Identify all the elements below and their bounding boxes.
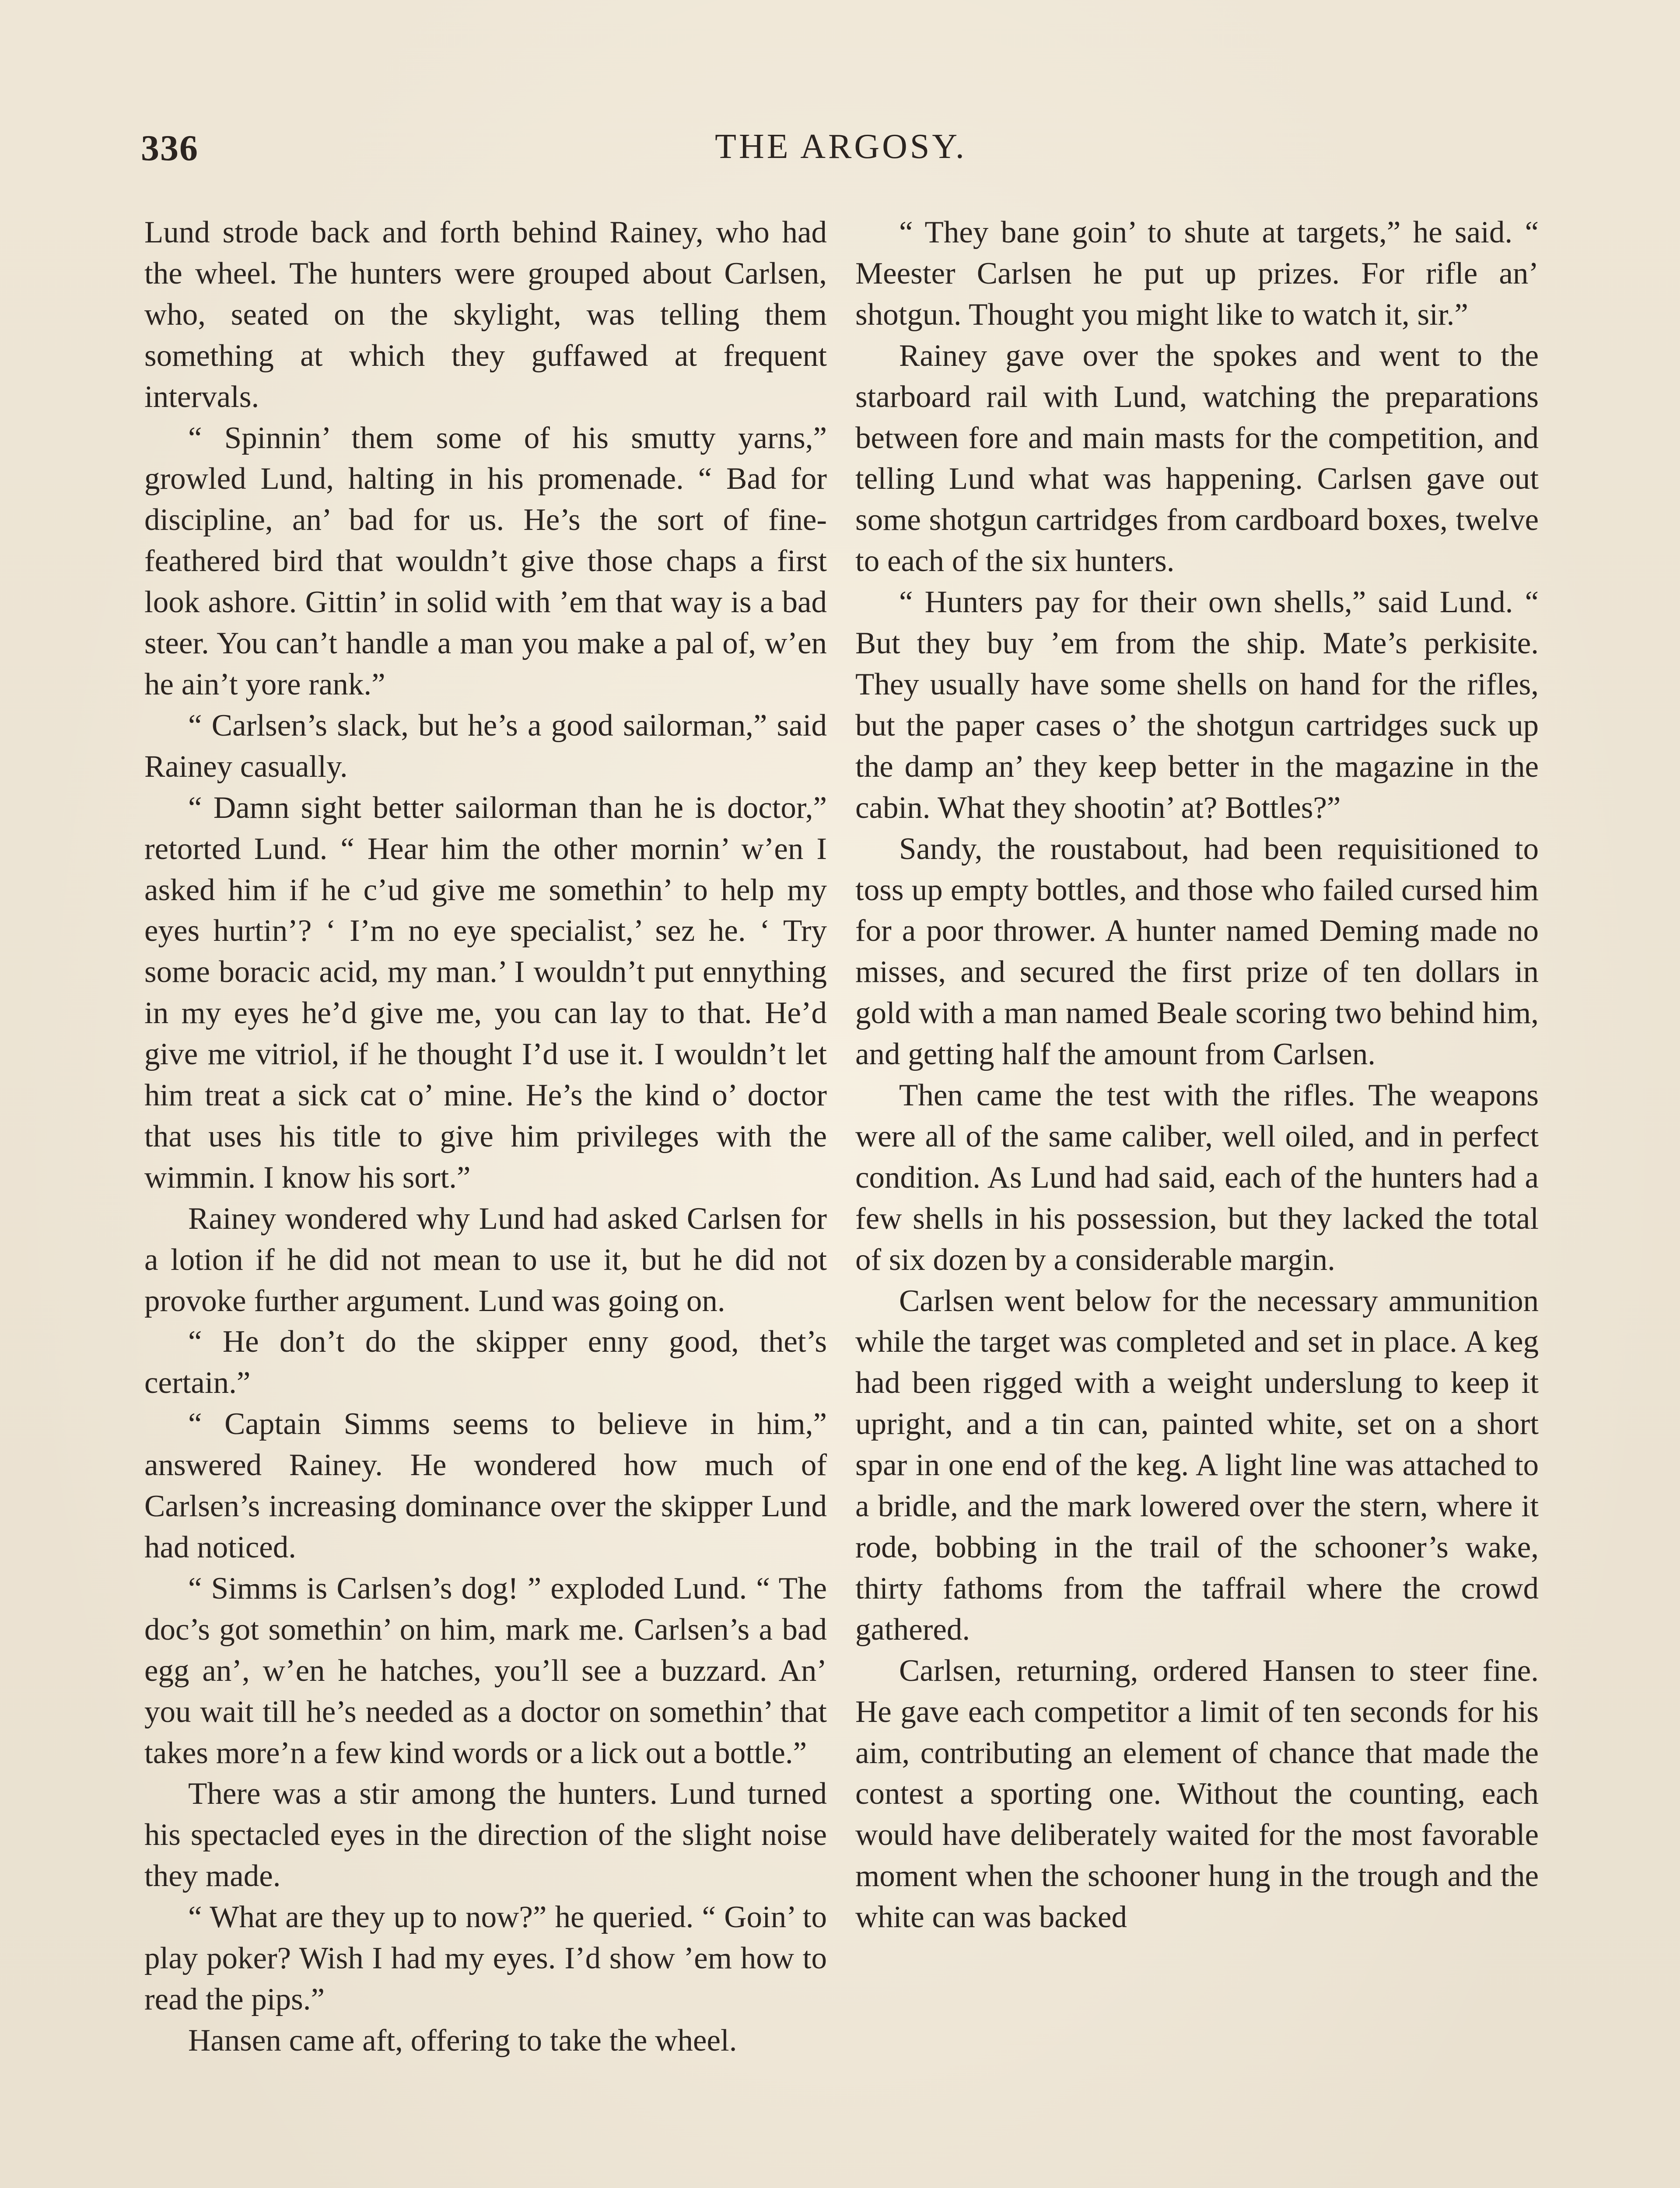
page-header [141,127,1541,175]
left-column [144,212,827,2062]
paragraph: Rainey gave over the spokes and went to the starboard rail with Lund, watching the preparations between fore and main masts for the competition, and telling Lund what was happening. Carlsen gave out some shotgun cartridges from cardboard boxes, twelve to each of the six hunters. [855,338,1539,579]
paragraph: Carlsen, returning, ordered Hansen to steer fine. He gave each competitor a limit of ten seconds for his aim, contributing an element of chance that made the contest a sporting one. Without the counting, each would have deliberately waited for the most favorable moment when the schooner hung in the trough and the white can was backed [855,1653,1539,1935]
paragraph: “ They bane goin’ to shute at targets,” he said. “ Meester Carlsen he put up prizes. For rifle an’ shotgun. Thought you might like to watch it, sir.” [855,215,1539,332]
paragraph: “ What are they up to now?” he queried. “ Goin’ to play poker? Wish I had my eyes. I’d show ’em how to read the pips.” [144,1900,827,2016]
paragraph: Rainey wondered why Lund had asked Carlsen for a lotion if he did not mean to use it, but he did not provoke further argument. Lund was going on. [144,1201,827,1318]
paragraph: “ He don’t do the skipper enny good, thet’s certain.” [144,1325,827,1400]
paragraph: “ Hunters pay for their own shells,” said Lund. “ But they buy ’em from the ship. Mate’s perkisite. They usually have some shells on hand for the rifles, but the paper cases o’ the shotgun cartridges suck up the damp an’ they keep better in the magazine in the cabin. What they shootin’ at? Bottles?” [855,585,1539,825]
paragraph: Hansen came aft, offering to take the wheel. [188,2023,737,2058]
paragraph: Lund strode back and forth behind Rainey, who had the wheel. The hunters were grouped about Carlsen, who, seated on the skylight, was telling them something at which they guffawed at frequent intervals. [144,215,827,414]
paragraph: “ Damn sight better sailorman than he is doctor,” retorted Lund. “ Hear him the other mornin’ w’en I asked him if he c’ud give me somethin’ to help my eyes hurtin’? ‘ I’m no eye specialist,’ sez he. ‘ Try some boracic acid, my man.’ I wouldn’t put ennything in my eyes he’d give me, you can lay to that. He’d give me vitriol, if he thought I’d use it. I wouldn’t let him treat a sick cat o’ mine. He’s the kind o’ doctor that uses his title to give him privileges with the wimmin. I know his sort.” [144,790,827,1195]
paragraph: Then came the test with the rifles. The weapons were all of the same caliber, well oiled, and in perfect condition. As Lund had said, each of the hunters had a few shells in his possession, but they lacked the total of six dozen by a considerable margin. [855,1078,1539,1277]
right-column [855,212,1539,1938]
paragraph: “ Spinnin’ them some of his smutty yarns,” growled Lund, halting in his promenade. “ Bad for discipline, an’ bad for us. He’s the sort of fine-feathered bird that wouldn’t give those chaps a first look ashore. Gittin’ in solid with ’em that way is a bad steer. You can’t handle a man you make a pal of, w’en he ain’t yore rank.” [144,421,827,701]
running-title: THE ARGOSY. [715,127,967,166]
paragraph: “ Carlsen’s slack, but he’s a good sailorman,” said Rainey casually. [144,708,827,784]
page-number: 336 [141,128,199,168]
paragraph: “ Captain Simms seems to believe in him,” answered Rainey. He wondered how much of Carlsen’s increasing dominance over the skipper Lund had noticed. [144,1407,827,1564]
paragraph: Sandy, the roustabout, had been requisitioned to toss up empty bottles, and those who failed cursed him for a poor thrower. A hunter named Deming made no misses, and secured the first prize of ten dollars in gold with a man named Beale scoring two behind him, and getting half the amount from Carlsen. [855,831,1539,1072]
paragraph: There was a stir among the hunters. Lund turned his spectacled eyes in the direction of the slight noise they made. [144,1777,827,1893]
paragraph: “ Simms is Carlsen’s dog! ” exploded Lund. “ The doc’s got somethin’ on him, mark me. Carlsen’s a bad egg an’, w’en he hatches, you’ll see a buzzard. An’ you wait till he’s needed as a doctor on somethin’ that takes more’n a few kind words or a lick out a bottle.” [144,1571,827,1770]
paragraph: Carlsen went below for the necessary ammunition while the target was completed and set in place. A keg had been rigged with a weight underslung to keep it upright, and a tin can, painted white, set on a short spar in one end of the keg. A light line was attached to a bridle, and the mark lowered over the stern, where it rode, bobbing in the trail of the schooner’s wake, thirty fathoms from the taffrail where the crowd gathered. [855,1283,1539,1647]
